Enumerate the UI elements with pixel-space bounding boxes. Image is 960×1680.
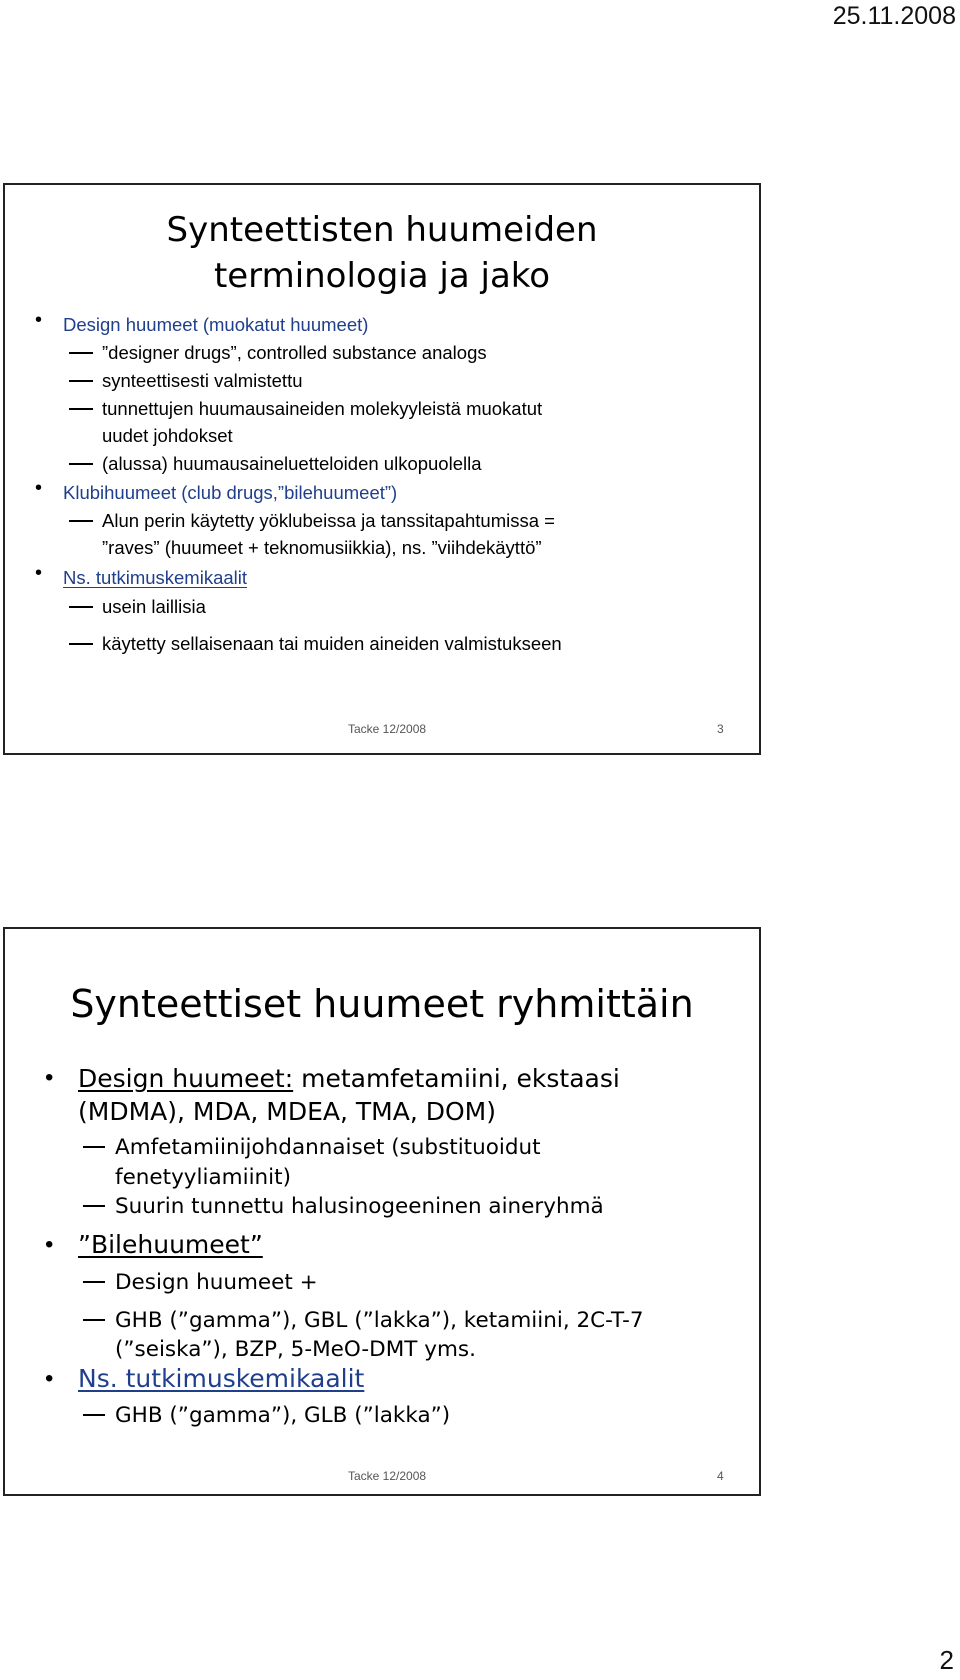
design-huumeet-list-cont: (MDMA), MDA, MDEA, TMA, DOM) bbox=[78, 1097, 496, 1126]
bullet-dot: • bbox=[45, 1231, 54, 1258]
sub-amfetamiini-cont: fenetyyliamiinit) bbox=[115, 1165, 291, 1190]
dash-marker bbox=[69, 408, 93, 410]
dash-marker bbox=[83, 1146, 105, 1148]
bullet-dot: • bbox=[45, 1064, 54, 1091]
slide-title: Synteettiset huumeet ryhmittäin bbox=[70, 982, 694, 1026]
sub-kaytetty: käytetty sellaisenaan tai muiden aineiden valmistukseen bbox=[102, 633, 562, 654]
sub-ghb-glb: GHB (”gamma”), GLB (”lakka”) bbox=[115, 1403, 451, 1428]
sub-suurin: Suurin tunnettu halusinogeeninen aineryhmä bbox=[115, 1194, 604, 1219]
bullet-klubihuumeet: Klubihuumeet (club drugs,”bilehuumeet”) bbox=[63, 482, 398, 503]
slide-number: 4 bbox=[717, 1469, 724, 1483]
sub-designer-drugs: ”designer drugs”, controlled substance analogs bbox=[102, 342, 487, 363]
dash-marker bbox=[83, 1414, 105, 1416]
slide-number: 3 bbox=[717, 722, 724, 736]
sub-tunnettujen-cont: uudet johdokset bbox=[102, 425, 233, 446]
dash-marker bbox=[69, 352, 93, 354]
design-huumeet-label: Design huumeet: bbox=[78, 1064, 294, 1093]
bullet-bilehuumeet: ”Bilehuumeet” bbox=[78, 1230, 263, 1259]
sub-synteettisesti: synteettisesti valmistettu bbox=[102, 370, 303, 391]
dash-marker bbox=[83, 1205, 105, 1207]
dash-marker bbox=[69, 606, 93, 608]
sub-ghb-list-cont: (”seiska”), BZP, 5-MeO-DMT yms. bbox=[115, 1337, 476, 1362]
slide-4 bbox=[3, 927, 761, 1496]
sub-tunnettujen: tunnettujen huumausaineiden molekyyleistä muokatut bbox=[102, 398, 543, 419]
bullet-dot: • bbox=[35, 562, 43, 584]
slide-footer: Tacke 12/2008 bbox=[348, 722, 427, 736]
slide-title bbox=[5, 207, 759, 299]
bullet-design-huumeet bbox=[78, 1063, 620, 1095]
slide-3 bbox=[3, 183, 761, 755]
sub-alussa: (alussa) huumausaineluetteloiden ulkopuolella bbox=[102, 453, 482, 474]
dash-marker bbox=[69, 380, 93, 382]
dash-marker bbox=[69, 520, 93, 522]
sub-alun-perin-cont: ”raves” (huumeet + teknomusiikkia), ns. ”viihdekäyttö” bbox=[102, 537, 542, 558]
dash-marker bbox=[83, 1319, 105, 1321]
bullet-dot: • bbox=[35, 309, 43, 331]
page-number: 2 bbox=[939, 1645, 954, 1675]
dash-marker bbox=[69, 463, 93, 465]
slide-footer: Tacke 12/2008 bbox=[348, 1469, 427, 1483]
bullet-tutkimuskemikaalit: Ns. tutkimuskemikaalit bbox=[78, 1364, 365, 1393]
dash-marker bbox=[69, 643, 93, 645]
sub-design-plus: Design huumeet + bbox=[115, 1270, 318, 1295]
sub-ghb-list: GHB (”gamma”), GBL (”lakka”), ketamiini, 2C-T-7 bbox=[115, 1308, 644, 1333]
page-date: 25.11.2008 bbox=[832, 2, 956, 30]
bullet-design-huumeet: Design huumeet (muokatut huumeet) bbox=[63, 314, 369, 335]
sub-amfetamiini: Amfetamiinijohdannaiset (substituoidut bbox=[115, 1135, 541, 1160]
sub-alun-perin: Alun perin käytetty yöklubeissa ja tanssitapahtumissa = bbox=[102, 510, 555, 531]
bullet-dot: • bbox=[35, 477, 43, 499]
dash-marker bbox=[83, 1281, 105, 1283]
title-line-2: terminologia ja jako bbox=[213, 256, 551, 296]
sub-usein-laillisia: usein laillisia bbox=[102, 596, 206, 617]
bullet-tutkimuskemikaalit: Ns. tutkimuskemikaalit bbox=[63, 567, 248, 588]
title-line-1: Synteettisten huumeiden bbox=[166, 210, 598, 250]
design-huumeet-list: metamfetamiini, ekstaasi bbox=[293, 1064, 620, 1093]
bullet-dot: • bbox=[45, 1365, 54, 1392]
